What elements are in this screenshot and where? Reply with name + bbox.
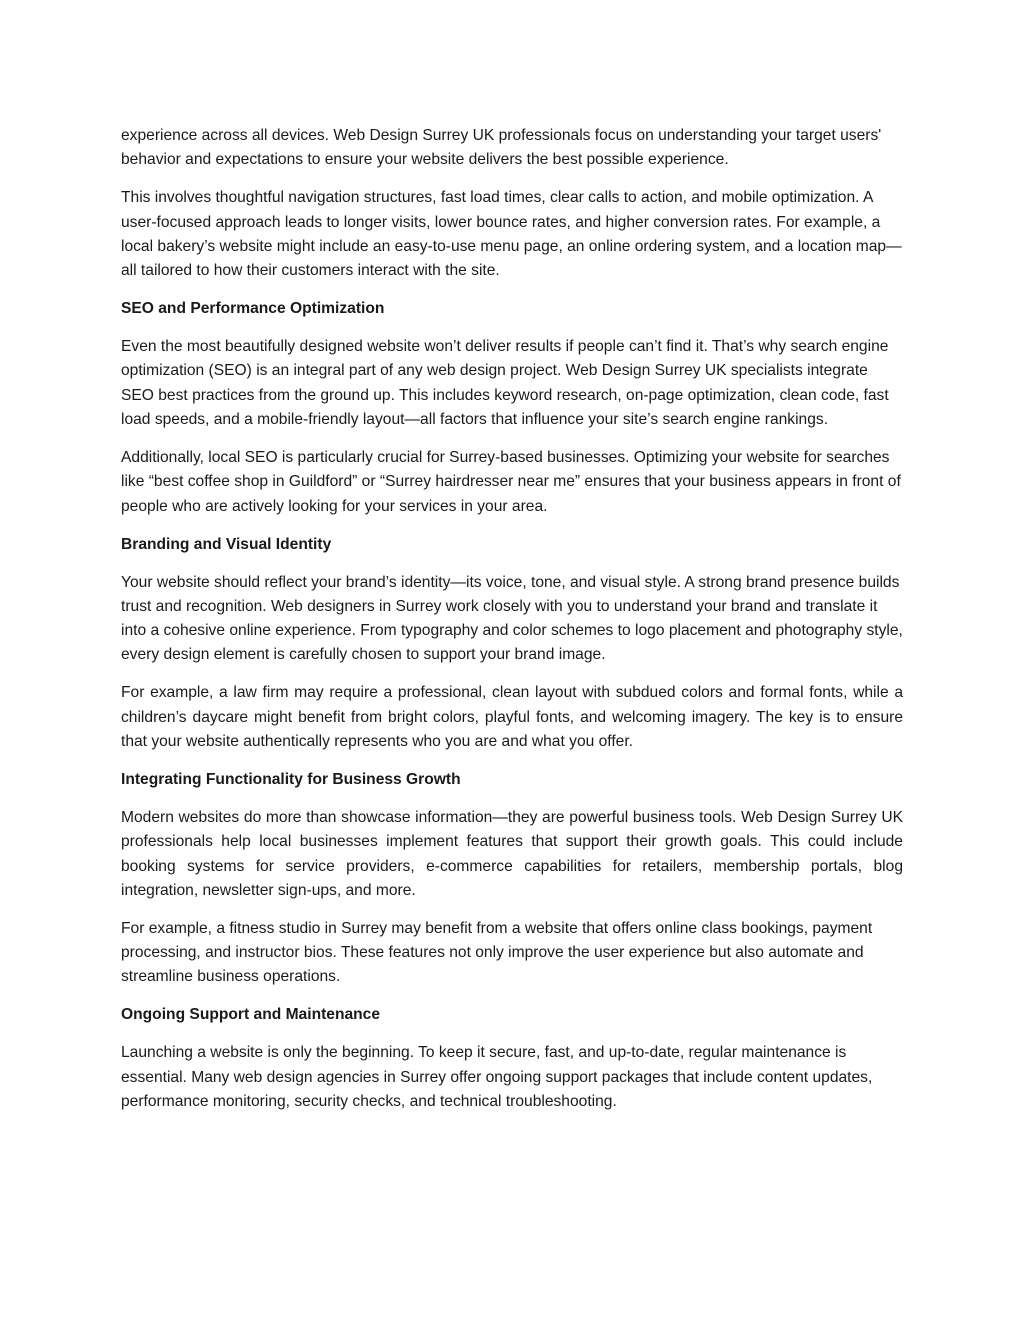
heading-seo: SEO and Performance Optimization bbox=[121, 300, 385, 318]
paragraph-branding-example: For example, a law firm may require a professional, clean layout with subdued colors and formal fonts, while a children’s daycare might benefit from bright colors, playful fonts, and welcoming imagery. The key is to ensure that your website authentically represents who you are and what you offer. bbox=[121, 684, 903, 751]
paragraph-branding: Your website should reflect your brand’s identity—its voice, tone, and visual style. A strong brand presence builds trust and recognition. Web designers in Surrey work closely with you to understand your brand and translate it into a cohesive online experience. From typography and color schemes to logo placement and photography style, every design element is carefully chosen to support your brand image. bbox=[121, 573, 903, 664]
paragraph-seo: Even the most beautifully designed website won’t deliver results if people can’t find it. That’s why search engine optimization (SEO) is an integral part of any web design project. Web Design Surrey UK specialists integrate SEO best practices from the ground up. This includes keyword research, on-page optimization, clean code, fast load speeds, and a mobile-friendly layout—all factors that influence your site’s search engine rankings. bbox=[121, 338, 889, 429]
paragraph-support: Launching a website is only the beginning. To keep it secure, fast, and up-to-date, regular maintenance is essential. Many web design agencies in Surrey offer ongoing support packages that include content updates, performance monitoring, security checks, and technical troubleshooting. bbox=[121, 1044, 873, 1111]
heading-support: Ongoing Support and Maintenance bbox=[121, 1006, 381, 1024]
heading-functionality: Integrating Functionality for Business Growth bbox=[121, 771, 461, 789]
paragraph-ux-intro: experience across all devices. Web Design Surrey UK professionals focus on understanding your target users' behavior and expectations to ensure your website delivers the best possible experience. bbox=[121, 127, 882, 169]
paragraph-navigation: This involves thoughtful navigation structures, fast load times, clear calls to action, and mobile optimization. A user-focused approach leads to longer visits, lower bounce rates, and higher conversion rates. For example, a local bakery’s website might include an easy-to-use menu page, an online ordering system, and a location map—all tailored to how their customers interact with the site. bbox=[121, 189, 902, 280]
paragraph-local-seo: Additionally, local SEO is particularly crucial for Surrey-based businesses. Optimizing your website for searches like “best coffee shop in Guildford” or “Surrey hairdresser near me” ensures that your business appears in front of people who are actively looking for your services in your area. bbox=[121, 449, 901, 515]
paragraph-functionality: Modern websites do more than showcase information—they are powerful business tools. Web Design Surrey UK professionals help local businesses implement features that support their growth goals. This could include booking systems for service providers, e-commerce capabilities for retailers, membership portals, blog integration, newsletter sign-ups, and more. bbox=[121, 809, 903, 899]
heading-branding: Branding and Visual Identity bbox=[121, 535, 332, 553]
paragraph-fitness-example: For example, a fitness studio in Surrey may benefit from a website that offers online class bookings, payment processing, and instructor bios. These features not only improve the user experience but also automate and streamline business operations. bbox=[121, 919, 873, 986]
document-page bbox=[121, 124, 903, 1128]
